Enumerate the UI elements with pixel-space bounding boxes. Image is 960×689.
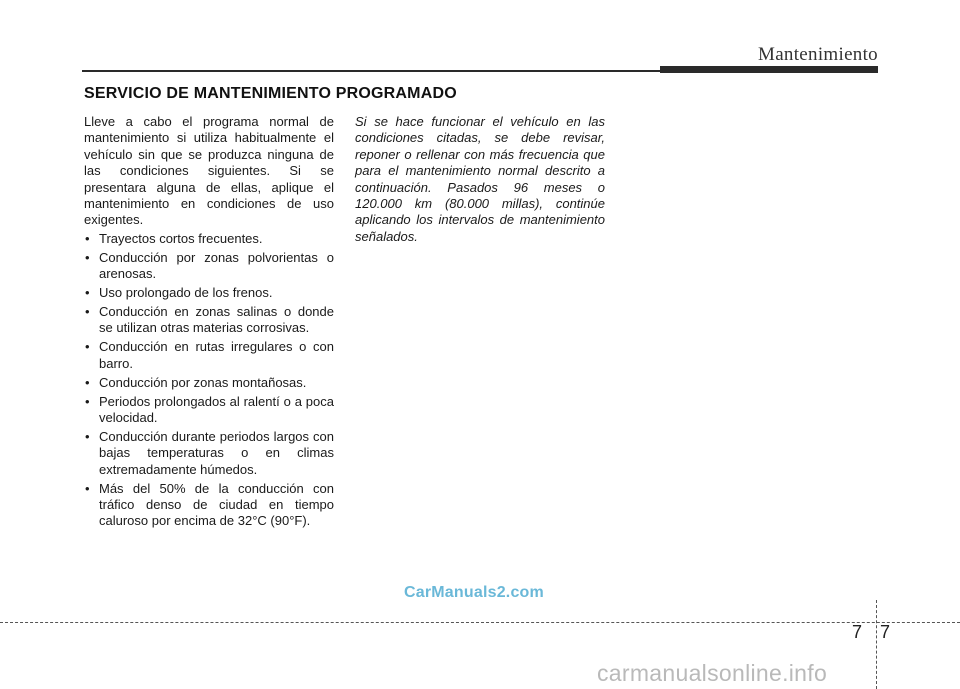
- list-item-text: Periodos prolongados al ralentí o a poca velocidad.: [99, 393, 334, 425]
- footer-dashed-divider: [876, 600, 877, 689]
- list-item: [84, 394, 334, 427]
- bullet-icon: •: [85, 393, 90, 409]
- header-rule-thick: [660, 66, 878, 73]
- list-item: [84, 375, 334, 391]
- bullet-icon: •: [85, 285, 90, 301]
- list-item: [84, 250, 334, 283]
- list-item-text: Conducción en zonas salinas o donde se utilizan otras materias corrosivas.: [99, 303, 334, 336]
- bullet-icon: •: [85, 428, 90, 444]
- page-number-page: 7: [880, 622, 891, 642]
- bullet-icon: •: [85, 249, 90, 265]
- list-item: [84, 231, 334, 247]
- watermark-link[interactable]: CarManuals2.com: [404, 584, 544, 601]
- bullet-icon: •: [85, 230, 90, 246]
- note-paragraph: Si se hace funcionar el vehículo en las condiciones citadas, se debe revisar, reponer o rellenar con más frecuencia que para el mantenimiento normal descrito a continuación. Pasados 96 meses o 120.000 km (80.000 millas), continúe aplicando los intervalos de mantenimiento señalados.: [355, 114, 605, 244]
- page-number-chapter: 7: [852, 622, 863, 642]
- header-rule-thin: [82, 70, 662, 72]
- list-item-text: Uso prolongado de los frenos.: [99, 285, 273, 301]
- left-column: [84, 114, 334, 532]
- footer-watermark: carmanualsonline.info: [597, 660, 828, 686]
- right-column: [355, 114, 605, 245]
- list-item-text: Conducción por zonas polvorientas o arenosas.: [99, 249, 334, 282]
- footer-dashed-rule: [0, 622, 960, 623]
- bullet-icon: •: [85, 339, 90, 355]
- bullet-icon: •: [85, 480, 90, 496]
- list-item: [84, 339, 334, 372]
- list-item: [84, 481, 334, 530]
- list-item-text: Trayectos cortos frecuentes.: [99, 230, 263, 246]
- list-item: [84, 429, 334, 478]
- list-item-text: Más del 50% de la conducción con tráfico denso de ciudad en tiempo caluroso por encima de 32°C (90°F).: [99, 480, 334, 529]
- list-item-text: Conducción en rutas irregulares o con barro.: [99, 339, 334, 371]
- chapter-title: Mantenimiento: [758, 44, 878, 65]
- bullet-icon: •: [85, 374, 90, 390]
- list-item-text: Conducción por zonas montañosas.: [99, 374, 307, 390]
- bullet-icon: •: [85, 303, 90, 319]
- intro-paragraph: Lleve a cabo el programa normal de mantenimiento si utiliza habitualmente el vehículo sin que se produzca ninguna de las condiciones siguientes. Si se presentara alguna de ellas, aplique el mantenimiento en condiciones de uso exigentes.: [84, 114, 334, 228]
- list-item: [84, 304, 334, 337]
- conditions-list: [84, 231, 334, 530]
- list-item: [84, 285, 334, 301]
- list-item-text: Conducción durante periodos largos con bajas temperaturas o en climas extremadamente húmedos.: [99, 428, 334, 477]
- section-title: SERVICIO DE MANTENIMIENTO PROGRAMADO: [84, 85, 457, 102]
